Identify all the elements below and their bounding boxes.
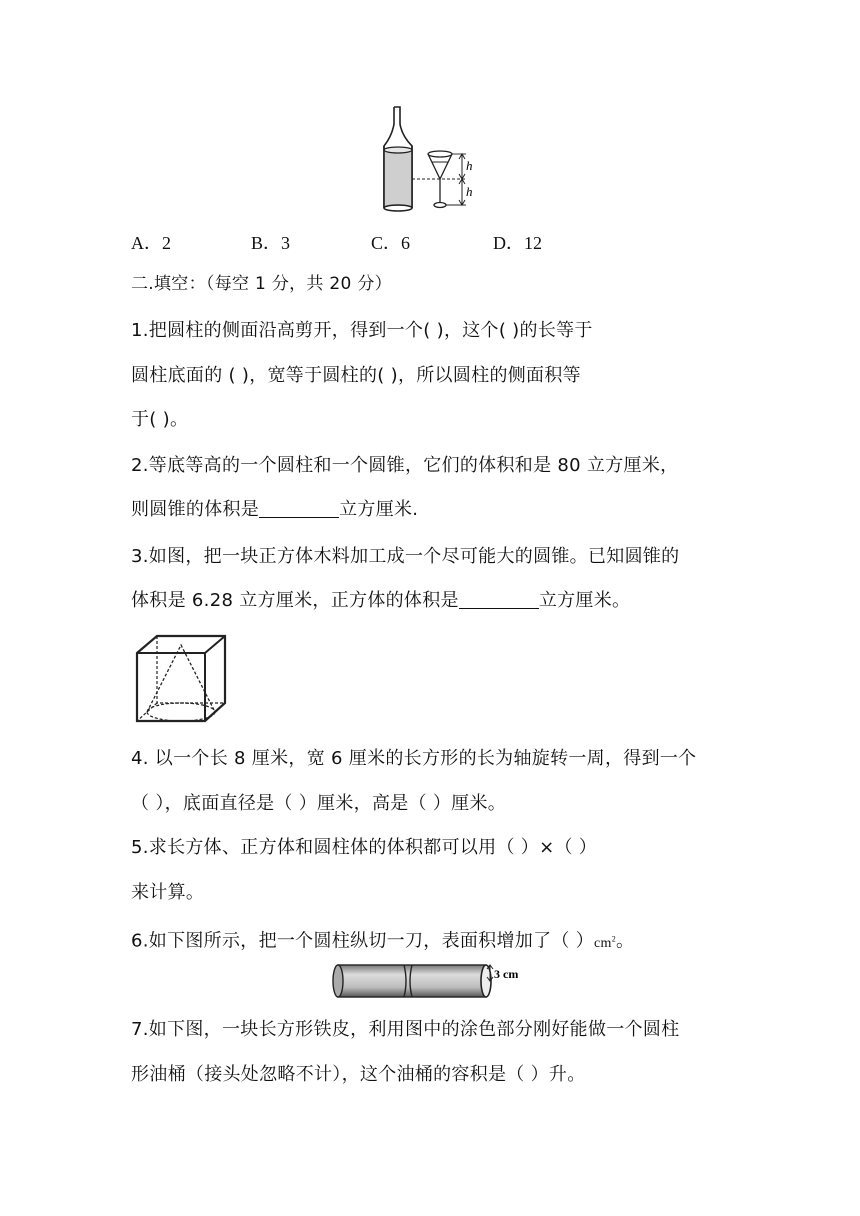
cylinder-cut-figure [332,960,532,1002]
q3-line2: 体积是 6.28 立方厘米，正方体的体积是 立方厘米。 [131,590,631,611]
q1-line1: 1.把圆柱的侧面沿高剪开，得到一个( )，这个( )的长等于 [131,320,593,341]
h-label-lower: h [466,184,473,199]
cube-cone-figure [133,633,229,725]
unit-cm2: $cm^2$ [594,934,617,951]
section-title: 二.填空：（每空 1 分，共 20 分） [131,274,392,294]
q3-line1: 3.如图，把一块正方体木料加工成一个尽可能大的圆锥。已知圆锥的 [131,546,680,567]
q3-blank[interactable] [459,590,539,609]
bottle-glass-figure [376,104,486,216]
q5-line2: 来计算。 [131,882,205,903]
option-b: B．3 [251,233,291,253]
q7-line1: 7.如下图，一块长方形铁皮，利用图中的涂色部分刚好能做一个圆柱 [131,1019,680,1040]
q2-blank[interactable] [259,499,339,518]
q5-line1: 5.求长方体、正方体和圆柱体的体积都可以用（ ）×（ ） [131,837,598,858]
option-c: C．6 [371,233,411,253]
q2-line2: 则圆锥的体积是 立方厘米. [131,499,419,520]
q1-line3: 于( )。 [131,409,189,430]
cylinder-dim-label: 3 cm [494,967,519,981]
option-d: D．12 [493,233,542,253]
h-label-upper: h [466,158,473,173]
q4-line1: 4. 以一个长 8 厘米，宽 6 厘米的长方形的长为轴旋转一周，得到一个 [131,748,697,769]
q7-line2: 形油桶（接头处忽略不计），这个油桶的容积是（ ）升。 [131,1064,586,1085]
q1-line2: 圆柱底面的 ( )，宽等于圆柱的( )，所以圆柱的侧面积等 [131,365,581,386]
option-a: A．2 [131,233,171,253]
q4-line2: （ ），底面直径是（ ）厘米，高是（ ）厘米。 [131,793,507,814]
q6-line1: 6.如下图所示，把一个圆柱纵切一刀，表面积增加了（ ）$cm^2$。 [131,930,635,952]
q2-line1: 2.等底等高的一个圆柱和一个圆锥，它们的体积和是 80 立方厘米， [131,455,679,476]
